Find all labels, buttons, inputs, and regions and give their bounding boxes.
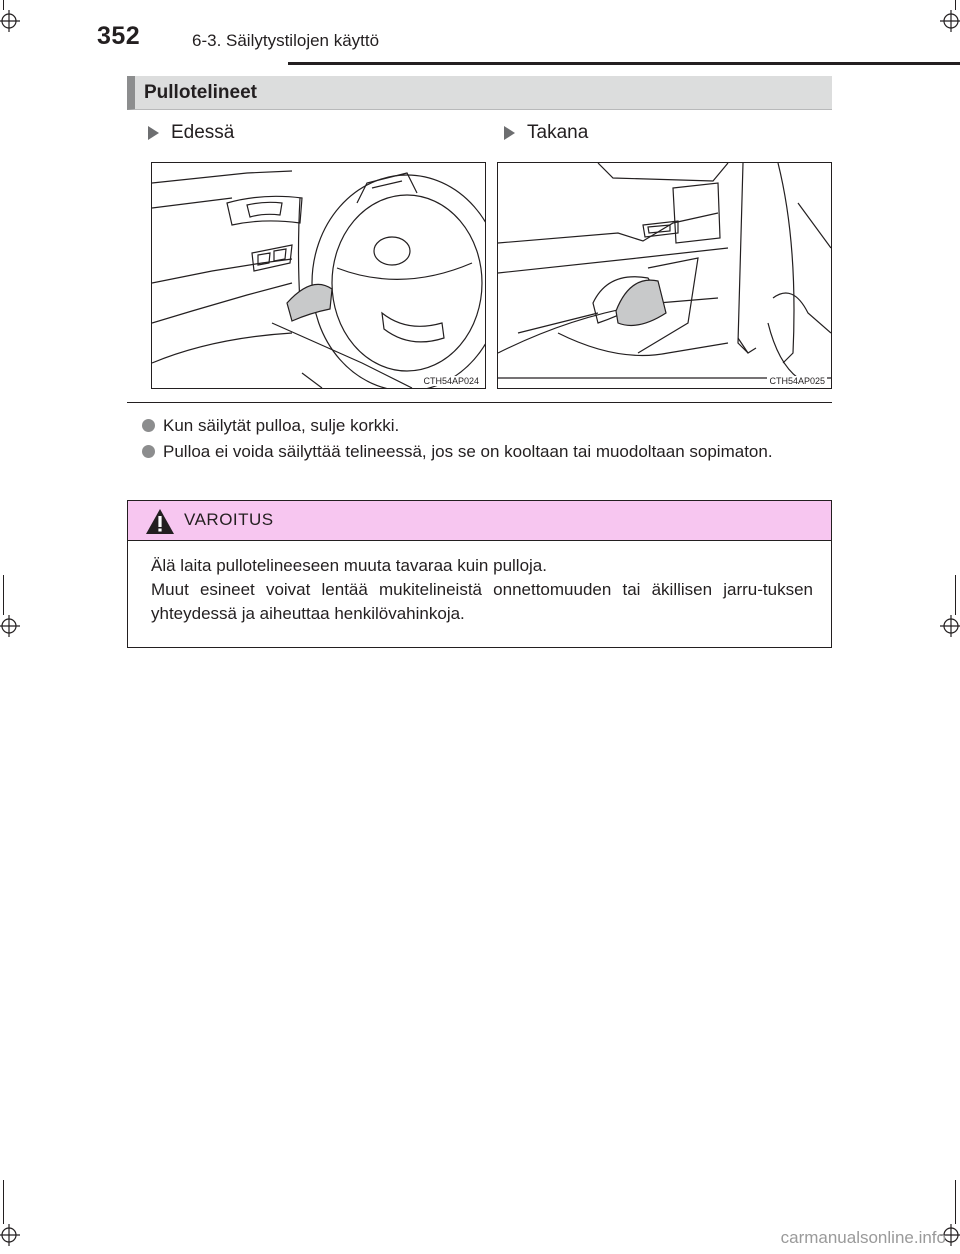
trim-line [3, 0, 4, 10]
header-rule [288, 62, 960, 65]
trim-line [955, 0, 956, 10]
list-item [142, 440, 832, 464]
trim-line [955, 575, 956, 615]
crop-mark-mid-left [0, 615, 20, 637]
trim-line [3, 575, 4, 615]
figure-label-front-text: Edessä [171, 122, 235, 143]
trim-line [3, 1180, 4, 1224]
trim-line [955, 1180, 956, 1224]
section-title: Pullotelineet [144, 82, 257, 103]
content-rule [127, 402, 832, 403]
warning-body [151, 554, 813, 626]
triangle-bullet-icon [148, 126, 159, 140]
crop-mark-mid-right [940, 615, 960, 637]
warning-box [127, 500, 832, 648]
crop-mark-top-left [0, 10, 20, 32]
crop-mark-bottom-left [0, 1224, 20, 1246]
figure-code: CTH54AP025 [769, 376, 825, 386]
warning-title: VAROITUS [184, 510, 274, 529]
warning-text-line: Muut esineet voivat lentää mukitelineistä onnettomuuden tai äkillisen jarru-tuksen yhteydessä ja aiheuttaa henkilövahinkoja. [151, 580, 813, 623]
figure-code: CTH54AP024 [423, 376, 479, 386]
running-head: 6-3. Säilytystilojen käyttö [192, 31, 380, 50]
figure-label-rear [504, 122, 588, 144]
figure-rear-bottle-holder [497, 162, 832, 389]
page-number: 352 [97, 22, 141, 50]
watermark: carmanualsonline.info [780, 1228, 946, 1247]
bullet-dot-icon [142, 445, 155, 458]
warning-header [128, 501, 831, 541]
list-item-text: Kun säilytät pulloa, sulje korkki. [163, 416, 400, 435]
list-item [142, 414, 832, 438]
warning-triangle-icon [145, 508, 175, 535]
rear-door-illustration [498, 163, 831, 388]
figure-front-bottle-holder [151, 162, 486, 389]
triangle-bullet-icon [504, 126, 515, 140]
warning-text-line: Älä laita pullotelineeseen muuta tavaraa kuin pulloja. [151, 556, 547, 575]
bullet-dot-icon [142, 419, 155, 432]
figure-label-rear-text: Takana [527, 122, 589, 143]
front-door-illustration [152, 163, 485, 388]
figure-label-front [148, 122, 234, 144]
list-item-text: Pulloa ei voida säilyttää telineessä, jos se on kooltaan tai muodoltaan sopimaton. [163, 442, 773, 461]
crop-mark-top-right [940, 10, 960, 32]
